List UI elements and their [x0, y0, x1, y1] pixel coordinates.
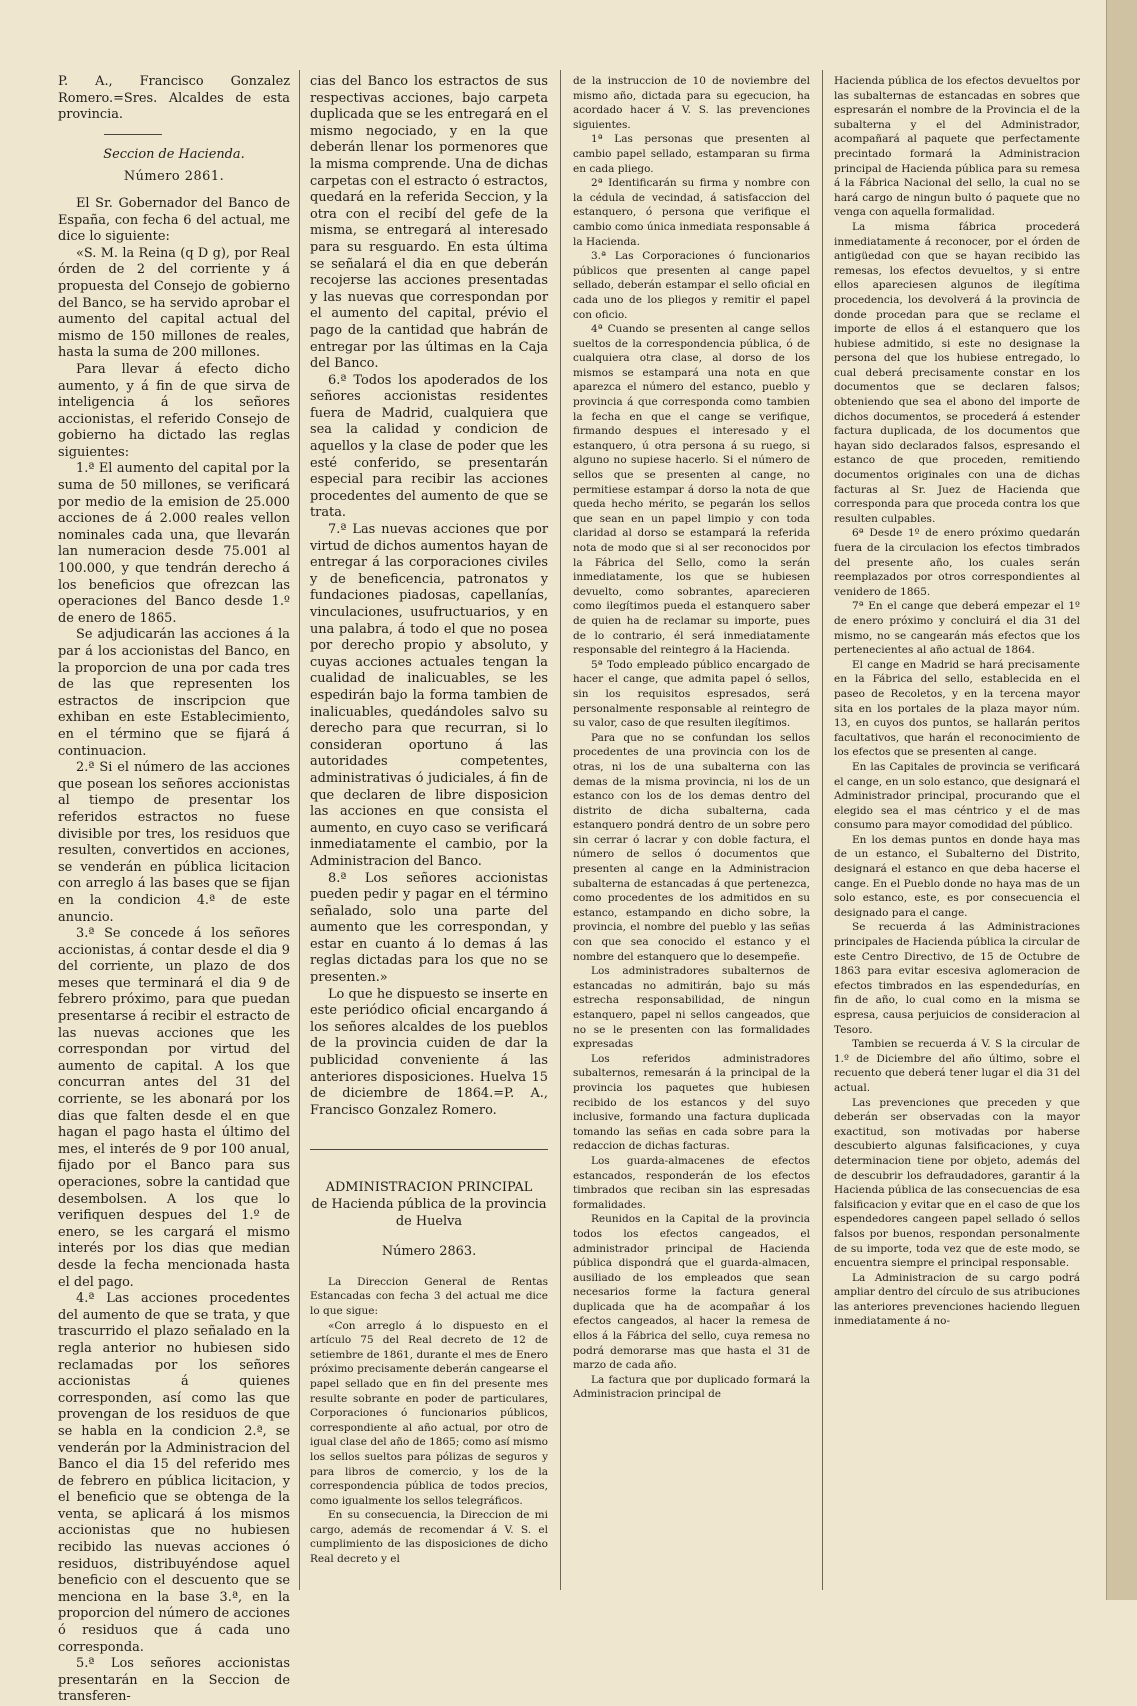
paragraph: Las prevenciones que preceden y que deberán ser observadas con la mayor exactitud, son motivadas por haberse descubierto algunas falsificaciones, y cuya determinacion tiene por objeto, además del de descubrir los defraudadores, garantir á la Hacienda pública de las consecuencias de esa falsificacion y evitar que en el caso de que los espendedores cangeen papel sellado ó sellos falsos por buenos, respondan personalmente de su importe, toda vez que de este modo, se encuentra siempre el principal responsable.: [834, 1096, 1080, 1270]
paragraph: 7.ª Las nuevas acciones que por virtud de dichos aumentos hayan de entregar á las corporaciones civiles y de beneficencia, patronatos y fundaciones piadosas, capellanías, vinculaciones, usufructuarios, y en una palabra, á todo el que no posea por derecho propio y absoluto, y cuyas acciones actuales tengan la cualidad de inalicuables, se les espedirán bajo la forma tambien de inalicuables, quedándoles salvo su derecho para que recurran, si lo consideran oportuno á las autoridades competentes, administrativas ó judiciales, á fin de que declaren de libre disposicion las acciones en que consista el aumento, en cuyo caso se verificará inmediatamente el cambio, por la Administracion del Banco.: [310, 522, 548, 869]
paragraph: 1.ª El aumento del capital por la suma de 50 millones, se verificará por medio de la emision de 25.000 acciones de á 2.000 reales vellon nominales cada una, que llevarán lan numeracion desde 75.001 al 100.000, y que tendrán derecho á los beneficios que ofrezcan las operaciones del Banco desde 1.º de enero de 1865.: [58, 461, 290, 626]
paragraph: Tambien se recuerda á V. S la circular de 1.º de Diciembre del año último, sobre el recuento que deberá tener lugar el dia 31 del actual.: [834, 1038, 1080, 1094]
column-1: [58, 74, 290, 1705]
paragraph: 5.ª Los señores accionistas presentarán en la Seccion de transferen-: [58, 1656, 290, 1705]
circular-text: [310, 1275, 548, 1567]
section-divider: [104, 134, 162, 135]
paragraph: La Direccion General de Rentas Estancadas con fecha 3 del actual me dice lo que sigue:: [310, 1275, 548, 1317]
column-3: [573, 74, 810, 1596]
paragraph: 3.ª Las Corporaciones ó funcionarios públicos que presenten al cange papel sellado, deberán estampar el sello oficial en cada uno de los pliegos y remitir el papel con oficio.: [573, 250, 810, 321]
paragraph: «Con arreglo á lo dispuesto en el artículo 75 del Real decreto de 12 de setiembre de 1861, durante el mes de Enero próximo precisamente deberán cangearse el papel sellado que en fin del presente mes resulte sobrante en poder de particulares, Corporaciones ó funcionarios públicos, correspondiente al año actual, por otro de igual clase del año de 1865; como así mismo los sellos sueltos para pólizas de seguros y para libros de comercio, y los de la correspondencia pública de todos precios, como igualmente los sellos telegráficos.: [310, 1319, 548, 1507]
paragraph: 6ª Desde 1º de enero próximo quedarán fuera de la circulacion los efectos timbrados del presente año, los cuales serán reemplazados por otros correspondientes al venidero de 1865.: [834, 527, 1080, 598]
paragraph: 7ª En el cange que deberá empezar el 1º de enero próximo y concluirá el dia 31 del mismo, no se cangearán más efectos que los pertenecientes al año actual de 1864.: [834, 600, 1080, 657]
paragraph: El Sr. Gobernador del Banco de España, con fecha 6 del actual, me dice lo siguiente:: [58, 195, 290, 245]
column-2: [310, 74, 548, 1596]
paragraph: «S. M. la Reina (q D g), por Real órden de 2 del corriente y á propuesta del Consejo de gobierno del Banco, se ha servido aprobar el aumento del capital actual del mismo de 150 millones de reales, hasta la suma de 200 millones.: [58, 245, 290, 361]
paragraph: 2ª Identificarán su firma y nombre con la cédula de vecindad, á satisfaccion del estanquero, ó persona que verifique el cambio como única inmediata responsable á la Hacienda.: [573, 177, 810, 248]
section-number: Número 2861.: [123, 169, 225, 185]
paragraph: Los administradores subalternos de estancadas no admitirán, bajo su más estrecha responsabilidad, de ningun estanquero, papel ni sellos cangeados, que no se le presenten con las formalidades expresadas: [573, 965, 810, 1051]
paragraph: 6.ª Todos los apoderados de los señores accionistas residentes fuera de Madrid, cualquiera que sea la calidad y condicion de aquellos y la clase de poder que les esté conferido, se presentarán especial para recibir las acciones procedentes del aumento de que se trata.: [310, 372, 548, 521]
column-4: [834, 74, 1080, 1596]
paragraph: Hacienda pública de los efectos devueltos por las subalternas de estancadas en sobres que espresarán el nombre de la Provincia el de la subalterna y el del Administrador, acompañará al paquete que perfectamente precintado formará la Administracion principal de Hacienda pública para su remesa á la Fábrica Nacional del sello, la cual no se hará cargo de ningun bulto ó paquete que no venga con aquella formalidad.: [834, 75, 1080, 219]
admin-number: Número 2863.: [381, 1244, 477, 1260]
column-rule-3: [822, 70, 823, 1590]
paragraph: Se recuerda á las Administraciones principales de Hacienda pública la circular de este Centro Directivo, de 15 de Octubre de 1863 para evitar escesiva aglomeracion de efectos timbrados en las espendedurías, en fin de año, lo cual como en la misma se espresa, causa perjuicios de consideracion al Tesoro.: [834, 921, 1080, 1036]
paragraph: de la instruccion de 10 de noviembre del mismo año, dictada para su egecucion, ha acordado hacer á V. S. las prevenciones siguientes.: [573, 75, 810, 131]
section-heading: Seccion de Hacienda.: [103, 146, 245, 162]
paragraph: Para que no se confundan los sellos procedentes de una provincia con los de otras, ni los de una subalterna con las demas de la misma provincia, ni los de un estanco con los de los demas dentro del distrito de dicha subalterna, cada estanquero pondrá dentro de un sobre pero sin cerrar ó lacrar y con doble factura, el número de sellos ó documentos que presenten al cange en la Administracion subalterna de estancadas á que pertenezca, como procedentes de los admitidos en su estanco, estampando en dicho sobre, la provincia, el nombre del pueblo y las señas con que sea conocido el estanco y el nombre del estanquero que lo desempeñe.: [573, 731, 810, 963]
admin-heading-line2: de Hacienda pública de la provincia de Huelva: [311, 1197, 547, 1229]
paragraph: Para llevar á efecto dicho aumento, y á fin de que sirva de inteligencia á los señores accionistas, el referido Consejo de gobierno ha dictado las reglas siguientes:: [58, 361, 290, 460]
paragraph: Lo que he dispuesto se inserte en este periódico oficial encargando á los señores alcaldes de los pueblos de la provincia cuiden de dar la publicidad conveniente á las anteriores disposiciones. Huelva 15 de diciembre de 1864.=P. A., Francisco Gonzalez Romero.: [310, 986, 548, 1118]
column-rule-1: [299, 70, 300, 1590]
article-divider: [310, 1149, 548, 1150]
page-edge: [1106, 0, 1137, 1600]
paragraph: En los demas puntos en donde haya mas de un estanco, el Subalterno del Distrito, designará el estanco en que deba hacerse el cange. En el Pueblo donde no haya mas de un solo estanco, este, es por consecuencia el designado para el cange.: [834, 833, 1080, 919]
paragraph: 2.ª Si el número de las acciones que posean los señores accionistas al tiempo de presentar los referidos estractos no fuese divisible por tres, los residuos que resulten, convertidos en acciones, se venderán en pública licitacion con arreglo á las bases que se fijan en la condicion 4.ª de este anuncio.: [58, 760, 290, 925]
paragraph: 4.ª Las acciones procedentes del aumento de que se trata, y que trascurrido el plazo señalado en la regla anterior no hubiesen sido reclamadas por los señores accionistas á quienes corresponden, así como las que provengan de los residuos de que se habla en la condicion 2.ª, se venderán por la Administracion del Banco el dia 15 del referido mes de febrero en pública licitacion, y el beneficio que se obtenga de la venta, se aplicará á los mismos accionistas que no hubiesen recibido las nuevas acciones ó residuos, distribuyéndose aquel beneficio con el descuento que se menciona en la base 3.ª, en la proporcion del número de acciones ó residuos que á cada uno corresponda.: [58, 1291, 290, 1655]
paragraph: La factura que por duplicado formará la Administracion principal de: [573, 1373, 810, 1401]
admin-heading: [310, 1180, 548, 1230]
paragraph: La misma fábrica procederá inmediatamente á reconocer, por el órden de antigüedad con que se hayan recibido las remesas, los efectos devueltos, y si entre ellos apareciesen algunos de ilegítima procedencia, los devolverá á la provincia de donde procedan para que se reclame el importe de ellos á el estanquero que los hubiese admitido, si este no designase la persona del que los hubiese entregado, lo cual deberá precisamente constar en los documentos que se declaren falsos; obteniendo que sea el abono del importe de dichos documentos, se procederá á estender factura duplicada, de los documentos que hayan sido declarados falsos, espresando el estanco de que proceden, remitiendo documentos originales con una de dichas facturas al Sr. Juez de Hacienda que corresponda para que proceda contra los que resulten culpables.: [834, 220, 1080, 525]
paragraph: Se adjudicarán las acciones á la par á los accionistas del Banco, en la proporcion de una por cada tres de las que representen los estractos de inscripcion que exhiban en este Establecimiento, en el término que se fijará á continuacion.: [58, 627, 290, 759]
paragraph: La Administracion de su cargo podrá ampliar dentro del círculo de sus atribuciones las anteriores prevenciones haciendo lleguen inmediatamente á no-: [834, 1271, 1080, 1328]
paragraph: 8.ª Los señores accionistas pueden pedir y pagar en el término señalado, solo una parte del aumento que les correspondan, y estar en cuanto á lo demas á las reglas dictadas para los que no se presenten.»: [310, 870, 548, 986]
paragraph: Reunidos en la Capital de la provincia todos los efectos cangeados, el administrador principal de Hacienda pública dispondrá que el guarda-almacen, ausiliado de los empleados que sean necesarios forme la factura general duplicada que ha de acompañar á los efectos cangeados, al hacer la remesa de ellos á la Fábrica del sello, cuya remesa no podrá demorarse mas que hasta el 31 de marzo de cada año.: [573, 1213, 810, 1372]
paragraph: En las Capitales de provincia se verificará el cange, en un solo estanco, que designará el Administrador principal, procurando que el elegido sea el mas céntrico y el de mas consumo para mayor comodidad del público.: [834, 760, 1080, 832]
paragraph: Los referidos administradores subalternos, remesarán á la principal de la provincia los paquetes que hubiesen recibido de los estancos y del suyo inclusive, formando una factura duplicada tomando las señas en cada sobre para la redaccion de dichas facturas.: [573, 1052, 810, 1153]
admin-heading-line1: ADMINISTRACION PRINCIPAL: [325, 1180, 533, 1196]
paragraph: En su consecuencia, la Direccion de mi cargo, además de recomendar á V. S. el cumplimiento de las disposiciones de dicho Real decreto y el: [310, 1509, 548, 1566]
paragraph: 1ª Las personas que presenten al cambio papel sellado, estamparan su firma en cada pliego.: [573, 133, 810, 175]
paragraph: 3.ª Se concede á los señores accionistas, á contar desde el dia 9 del corriente, un plazo de dos meses que terminará el dia 9 de febrero próximo, para que puedan presentarse á recibir el estracto de las nuevas acciones que les correspondan por virtud del aumento de capital. A los que concurran antes del 31 del corriente, se les abonará por los dias que falten desde el en que hagan el pago hasta el último del mes, el interés de 9 por 100 anual, fijado por el Banco para sus operaciones, sobre la cantidad que desembolsen. A los que lo verifiquen despues del 1.º de enero, se les cargará el mismo interés por los dias que median desde la fecha mencionada hasta el del pago.: [58, 926, 290, 1290]
column-rule-2: [560, 70, 561, 1590]
paragraph: El cange en Madrid se hará precisamente en la Fábrica del sello, establecida en el paseo de Recoletos, y en la tercena mayor sita en los portales de la plaza mayor núm. 13, en cuyos dos puntos, se hallarán peritos facultativos, que harán el reconocimiento de los efectos que se presenten al cange.: [834, 658, 1080, 759]
paragraph: cias del Banco los estractos de sus respectivas acciones, bajo carpeta duplicada que se les entregará en el mismo negociado, y en la que deberán llenar los pormenores que la misma comprende. Una de dichas carpetas con el estracto ó estractos, quedará en la referida Seccion, y la otra con el recibí del gefe de la misma, se entregará al interesado para su resguardo. En esta última se señalará el dia en que deberán recojerse las acciones presentadas y las nuevas que correspondan por el aumento del capital, prévio el pago de la cantidad que habrán de entregar por las últimas en la Caja del Banco.: [310, 74, 548, 372]
paragraph: 4ª Cuando se presenten al cange sellos sueltos de la correspondencia pública, ó de cualquiera otra clase, al dorso de los mismos se estampará una nota en que aparezca el número del estanco, pueblo y provincia á que corresponda como tambien la fecha en que el cange se verifique, firmando despues el interesado y el estanquero, ú otra persona á su ruego, si alguno no supiese hacerlo. Si el número de sellos que se presenten al cange, no permitiese estampar á dorso la nota de que queda hecho mérito, se pegarán los sellos que sean en un papel limpio y con toda claridad al dorso se estampará la referida nota de modo que si al ser reconocidos por la Fábrica del Sello, como la serán inmediatamente, los que se hubiesen devuelto, como sobrantes, aparecieren como ilegítimos pueda el estanquero saber de quien ha de reclamar su importe, pues de lo contrario, él será inmediatamente responsable del reintegro á la Hacienda.: [573, 323, 810, 657]
paragraph: 5ª Todo empleado público encargado de hacer el cange, que admita papel ó sellos, sin los requisitos espresados, será personalmente responsable al reintegro de su valor, caso de que resulten ilegítimos.: [573, 658, 810, 730]
signature-intro: P. A., Francisco Gonzalez Romero.=Sres. Alcaldes de esta provincia.: [58, 74, 290, 123]
paragraph: Los guarda-almacenes de efectos estancados, responderán de los efectos timbrados que reciban sin las espresadas formalidades.: [573, 1154, 810, 1211]
